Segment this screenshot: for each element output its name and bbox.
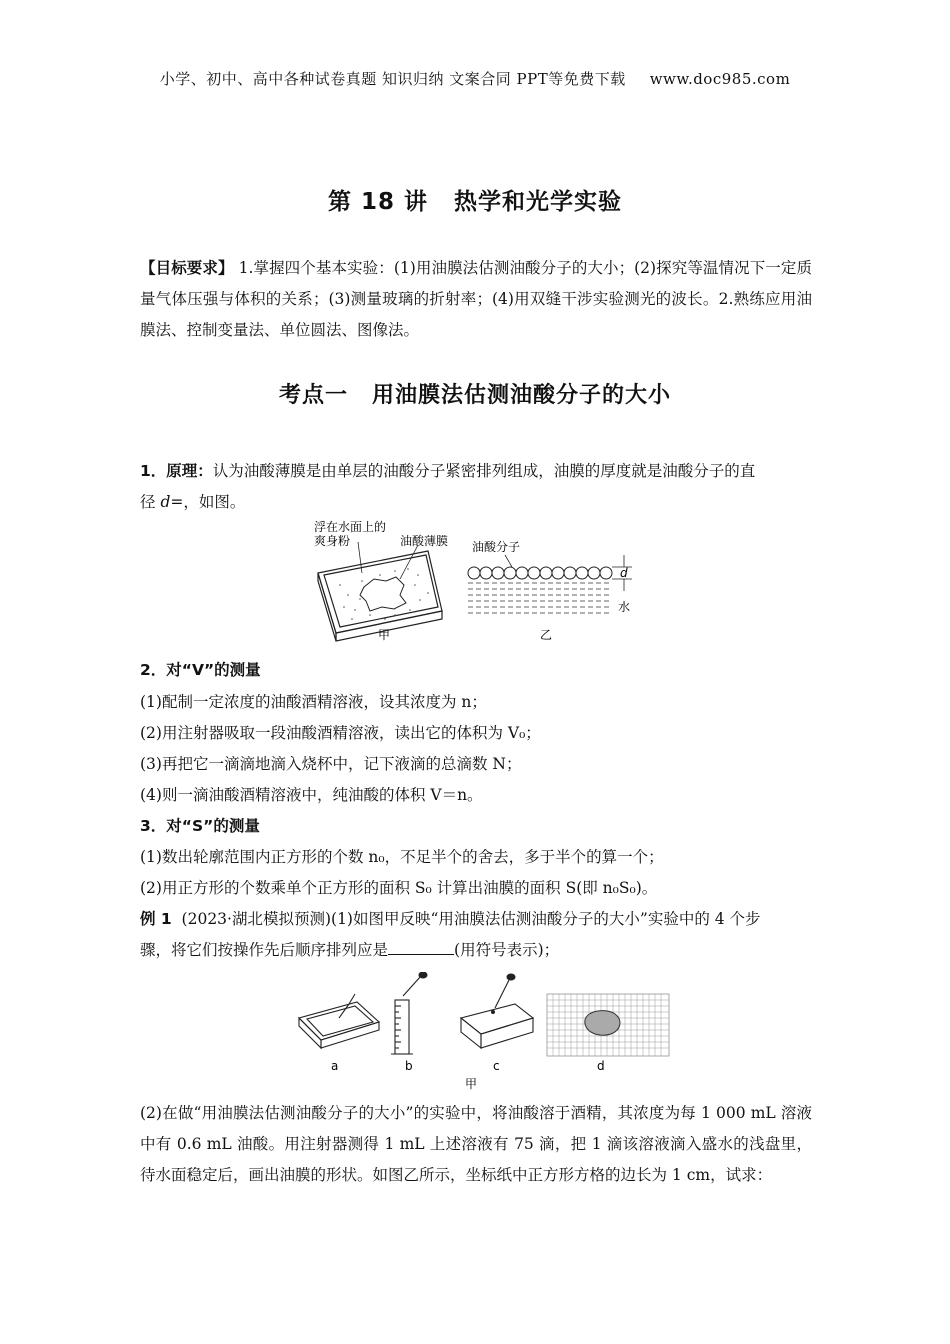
steps-figure bbox=[295, 972, 675, 1094]
header-url[interactable]: www.doc985.com bbox=[649, 70, 791, 88]
step-label-c: c bbox=[493, 1059, 500, 1073]
example-line-2: 骤，将它们按操作先后顺序排列应是 (用符号表示)； bbox=[140, 941, 560, 959]
caption-jia: 甲 bbox=[378, 628, 391, 642]
section-heading bbox=[0, 378, 950, 409]
label-molecule: 油酸分子 bbox=[472, 540, 521, 554]
section-number: 考点一 bbox=[278, 383, 348, 408]
goal-label: 【目标要求】 bbox=[140, 259, 234, 277]
label-powder-1: 浮在水面上的 bbox=[314, 520, 387, 534]
steps-caption: 甲 bbox=[465, 1077, 478, 1091]
label-d: d bbox=[620, 566, 628, 580]
lecture-topic: 热学和光学实验 bbox=[454, 189, 623, 215]
answer-blank[interactable] bbox=[388, 940, 454, 955]
v-item-4: (4)则一滴油酸酒精溶液中，纯油酸的体积 V＝n。 bbox=[140, 786, 483, 804]
oil-film-figure bbox=[300, 515, 640, 645]
v-item-1: (1)配制一定浓度的油酸酒精溶液，设其浓度为 n； bbox=[140, 693, 487, 711]
header-text: 小学、初中、高中各种试卷真题 知识归纳 文案合同 PPT等免费下载 bbox=[159, 70, 626, 88]
example-source: (2023·湖北模拟预测) bbox=[181, 910, 332, 928]
step-b-cylinder bbox=[391, 972, 427, 1054]
step-label-d: d bbox=[597, 1059, 605, 1073]
step-label-a: a bbox=[331, 1059, 339, 1073]
caption-yi: 乙 bbox=[540, 628, 553, 642]
s-item-1: (1)数出轮廓范围内正方形的个数 n₀，不足半个的舍去，多于半个的算一个； bbox=[140, 848, 664, 866]
goal-paragraph bbox=[140, 253, 812, 346]
molecule-row bbox=[468, 567, 612, 579]
v-measure-heading: 2．对“V”的测量 bbox=[140, 661, 261, 679]
s-measure-heading: 3．对“S”的测量 bbox=[140, 817, 260, 835]
lecture-title bbox=[0, 183, 950, 216]
step-d-film bbox=[585, 1011, 620, 1036]
example-line-1: 例 1 (2023·湖北模拟预测)(1)如图甲反映“用油膜法估测油酸分子的大小”实验中的 4 个步 bbox=[140, 910, 761, 928]
v-item-2: (2)用注射器吸取一段油酸酒精溶液，读出它的体积为 V₀； bbox=[140, 724, 541, 742]
question-2-paragraph: (2)在做“用油膜法估测油酸分子的大小”的实验中，将油酸溶于酒精，其浓度为每 1 000 mL 溶液中有 0.6 mL 油酸。用注射器测得 1 mL 上述溶液有 75 滴，把 1 滴该溶液滴入盛水的浅盘里，待水面稳定后，画出油膜的形状。如图乙所示，坐标纸中正方形方格的边长为 1 cm，试求： bbox=[140, 1104, 812, 1184]
water-lines bbox=[468, 583, 612, 613]
label-water: 水 bbox=[618, 600, 631, 614]
step-label-b: b bbox=[405, 1059, 413, 1073]
principle-line-2: 径 d=，如图。 bbox=[140, 493, 246, 511]
step-c-box bbox=[461, 974, 533, 1048]
step-a-tray bbox=[299, 994, 379, 1048]
label-powder-2: 爽身粉 bbox=[314, 534, 351, 548]
example-label: 例 1 bbox=[140, 910, 172, 928]
label-film: 油酸薄膜 bbox=[400, 534, 449, 548]
goal-text: 1.掌握四个基本实验：(1)用油膜法估测油酸分子的大小；(2)探究等温情况下一定质量气体压强与体积的关系；(3)测量玻璃的折射率；(4)用双缝干涉实验测光的波长。2.熟练应用油膜法、控制变量法、单位圆法、图像法。 bbox=[140, 259, 812, 339]
principle-line-1: 1．原理：认为油酸薄膜是由单层的油酸分子紧密排列组成，油膜的厚度就是油酸分子的直 bbox=[140, 462, 756, 480]
s-item-2: (2)用正方形的个数乘单个正方形的面积 S₀ 计算出油膜的面积 S(即 n₀S₀)。 bbox=[140, 879, 658, 897]
page-header bbox=[0, 68, 950, 89]
v-item-3: (3)再把它一滴滴地滴入烧杯中，记下液滴的总滴数 N； bbox=[140, 755, 522, 773]
lecture-number: 第 18 讲 bbox=[327, 189, 429, 215]
principle-label: 1．原理： bbox=[140, 462, 213, 480]
section-title: 用油膜法估测油酸分子的大小 bbox=[372, 383, 672, 408]
